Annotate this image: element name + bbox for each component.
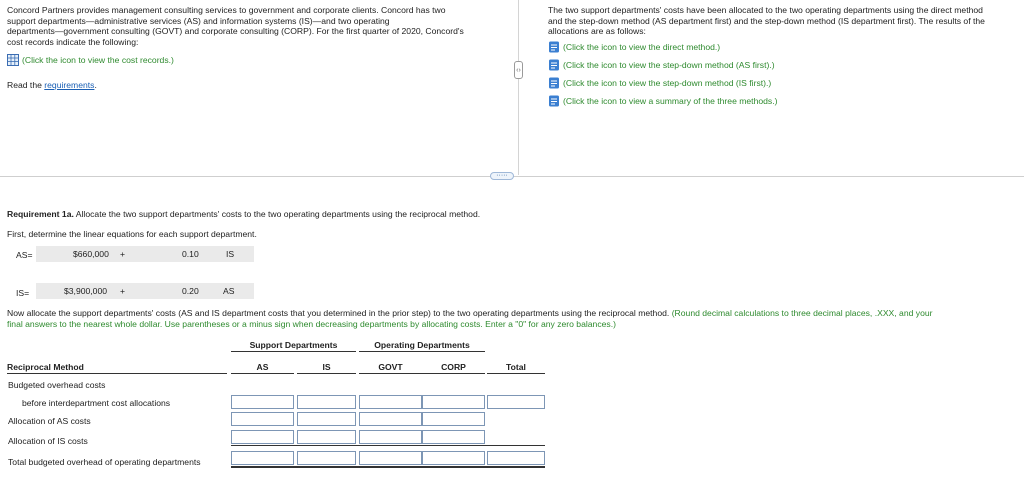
first-step-text: First, determine the linear equations for each support department. xyxy=(7,229,257,239)
requirement-heading xyxy=(7,209,480,219)
note-icon xyxy=(548,77,560,89)
table-title: Reciprocal Method xyxy=(7,362,227,374)
as-equation-plus: + xyxy=(120,249,126,259)
input-budgeted-is[interactable] xyxy=(297,395,356,409)
column-header-is: IS xyxy=(297,362,356,374)
requirements-link[interactable]: requirements xyxy=(44,80,95,90)
intro-line: cost records indicate the following: xyxy=(7,36,139,47)
as-equation-variable: IS xyxy=(226,249,235,259)
input-alloc-is-corp[interactable] xyxy=(422,430,485,444)
cost-records-link[interactable] xyxy=(7,54,174,66)
cost-records-link-text[interactable]: (Click the icon to view the cost records.) xyxy=(22,55,174,65)
input-alloc-as-corp[interactable] xyxy=(422,412,485,426)
read-requirements-line xyxy=(7,80,97,90)
allocation-intro xyxy=(548,5,1020,37)
note-icon xyxy=(548,59,560,71)
step-down-is-first-link-text[interactable]: (Click the icon to view the step-down method (IS first).) xyxy=(563,78,772,88)
input-alloc-is-as[interactable] xyxy=(231,430,294,444)
period: . xyxy=(94,80,97,90)
is-equation-variable: AS xyxy=(223,286,235,296)
column-header-govt: GOVT xyxy=(359,362,422,374)
step-down-is-first-link[interactable] xyxy=(548,77,771,89)
direct-method-link-text[interactable]: (Click the icon to view the direct method.) xyxy=(563,42,721,52)
more-options-button[interactable]: ····· xyxy=(490,172,514,180)
panel-collapse-handle[interactable]: ‹› xyxy=(514,61,523,79)
input-total-total[interactable] xyxy=(487,451,545,465)
input-budgeted-total[interactable] xyxy=(487,395,545,409)
note-icon xyxy=(548,41,560,53)
is-equation-amount: $3,900,000 xyxy=(64,286,108,296)
rounding-note-continued: final answers to the nearest whole dollar. Use parentheses or a minus sign when decreasing departments by allocating costs. Enter a "0" for any zero balances.) xyxy=(7,318,616,329)
input-alloc-is-govt[interactable] xyxy=(359,430,422,444)
is-equation-row xyxy=(36,283,254,299)
row-label-allocation-is: Allocation of IS costs xyxy=(8,436,88,446)
intro-line: Concord Partners provides management consulting services to government and corporate clients. Concord has two xyxy=(7,5,446,15)
step-down-as-first-link[interactable] xyxy=(548,59,775,71)
as-equation-row xyxy=(36,246,254,262)
is-equation-plus: + xyxy=(120,286,126,296)
input-budgeted-corp[interactable] xyxy=(422,395,485,409)
requirement-text: Allocate the two support departments' costs to the two operating departments using the reciprocal method. xyxy=(73,209,481,219)
input-total-corp[interactable] xyxy=(422,451,485,465)
input-total-is[interactable] xyxy=(297,451,356,465)
is-equation-label: IS= xyxy=(16,288,30,298)
allocation-intro-line: allocations are as follows: xyxy=(548,26,646,37)
input-budgeted-govt[interactable] xyxy=(359,395,422,409)
rounding-note: (Round decimal calculations to three decimal places, .XXX, and your xyxy=(671,308,933,318)
input-total-as[interactable] xyxy=(231,451,294,465)
allocation-intro-line: and the step-down method (AS department first) and the step-down method (IS department first). The results of the xyxy=(548,15,985,26)
input-alloc-is-is[interactable] xyxy=(297,430,356,444)
intro-line: departments—government consulting (GOVT) and corporate consulting (CORP). For the first quarter of 2020, Concord's xyxy=(7,26,464,37)
column-header-total: Total xyxy=(487,362,545,374)
row-label-budgeted: Budgeted overhead costs xyxy=(8,380,106,390)
direct-method-link[interactable] xyxy=(548,41,720,53)
problem-intro xyxy=(7,5,512,47)
column-header-as: AS xyxy=(231,362,294,374)
input-budgeted-as[interactable] xyxy=(231,395,294,409)
input-total-govt[interactable] xyxy=(359,451,422,465)
intro-line: support departments—administrative services (AS) and information systems (IS)—and two operating xyxy=(7,15,390,26)
is-equation-rate: 0.20 xyxy=(182,286,199,296)
input-alloc-as-govt[interactable] xyxy=(359,412,422,426)
instruction-text: Now allocate the support departments' costs (AS and IS department costs that you determined in the prior step) to the two operating departments using the reciprocal method. xyxy=(7,308,672,318)
summary-link-text[interactable]: (Click the icon to view a summary of the three methods.) xyxy=(563,96,778,106)
row-label-allocation-as: Allocation of AS costs xyxy=(8,416,91,426)
allocation-intro-line: The two support departments' costs have been allocated to the two operating departments using the direct method xyxy=(548,5,983,15)
note-icon xyxy=(548,95,560,107)
row-label-before-allocations: before interdepartment cost allocations xyxy=(22,398,171,408)
total-double-rule xyxy=(231,466,545,468)
allocation-instruction xyxy=(7,308,1019,329)
table-grid-icon xyxy=(7,54,19,66)
support-departments-header: Support Departments xyxy=(231,340,356,352)
as-equation-amount: $660,000 xyxy=(73,249,109,259)
column-header-corp: CORP xyxy=(422,362,485,374)
operating-departments-header: Operating Departments xyxy=(359,340,485,352)
as-equation-rate: 0.10 xyxy=(182,249,199,259)
read-the-label: Read the xyxy=(7,80,45,90)
subtotal-rule xyxy=(231,445,545,446)
row-label-total-budgeted: Total budgeted overhead of operating departments xyxy=(8,457,201,467)
input-alloc-as-as[interactable] xyxy=(231,412,294,426)
as-equation-label: AS= xyxy=(16,250,33,260)
requirement-label: Requirement 1a. xyxy=(7,209,74,219)
summary-link[interactable] xyxy=(548,95,777,107)
step-down-as-first-link-text[interactable]: (Click the icon to view the step-down method (AS first).) xyxy=(563,60,775,70)
input-alloc-as-is[interactable] xyxy=(297,412,356,426)
panel-divider-vertical xyxy=(518,0,519,175)
